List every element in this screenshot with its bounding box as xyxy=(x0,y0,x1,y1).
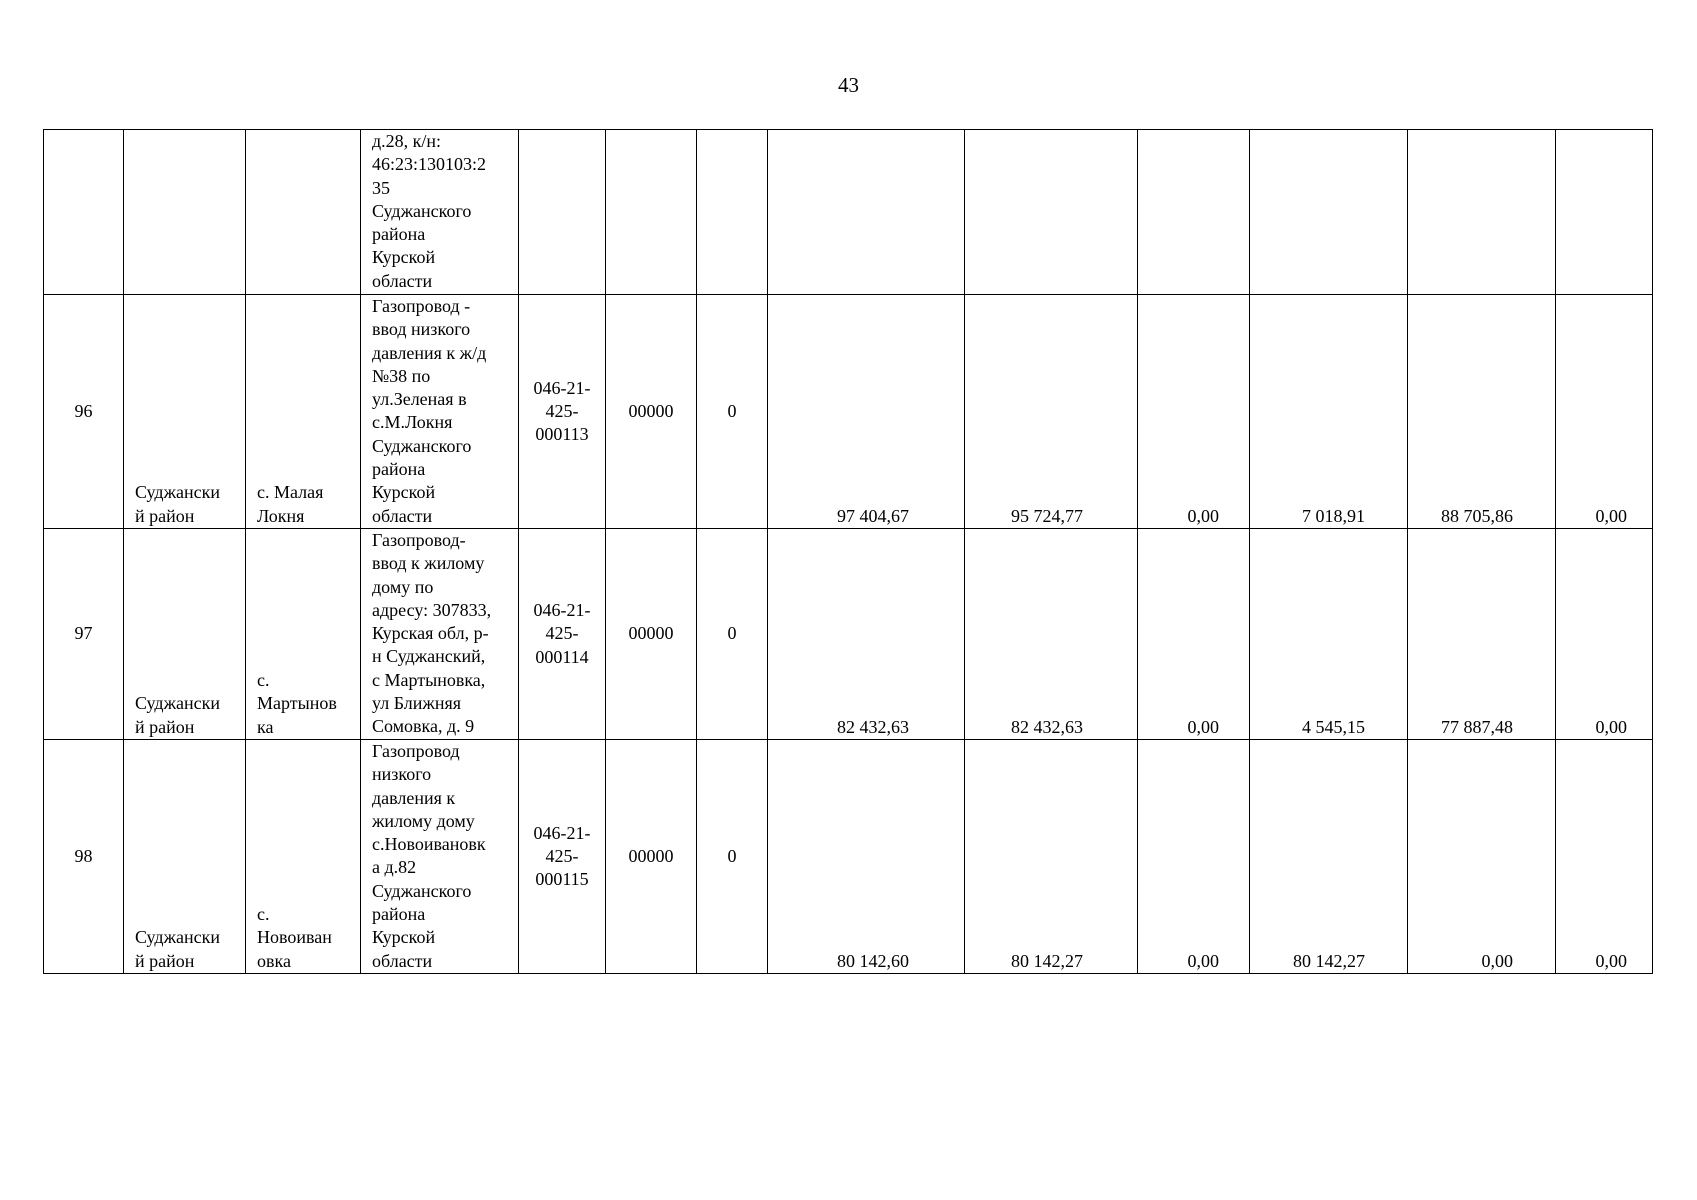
cell-value-3: 0,00 xyxy=(1138,740,1250,974)
cell-col6 xyxy=(606,130,697,295)
cell-value-2 xyxy=(965,130,1138,295)
cell-value-4: 4 545,15 xyxy=(1250,529,1408,740)
cell-value-6 xyxy=(1556,130,1653,295)
cell-settlement: с. Новоиван овка xyxy=(246,740,361,974)
table-row xyxy=(44,295,1653,529)
cell-value-6: 0,00 xyxy=(1556,295,1653,529)
cell-description: Газопровод низкого давления к жилому дому с.Новоивановк а д.82 Суджанского района Курской области xyxy=(361,740,519,974)
cell-value-5: 77 887,48 xyxy=(1408,529,1556,740)
table-row xyxy=(44,740,1653,974)
cell-value-1: 80 142,60 xyxy=(768,740,965,974)
cell-settlement: с. Мартынов ка xyxy=(246,529,361,740)
cell-col7: 0 xyxy=(697,295,768,529)
cell-col7: 0 xyxy=(697,740,768,974)
cell-col6: 00000 xyxy=(606,295,697,529)
cell-num: 97 xyxy=(44,529,124,740)
cell-value-2: 80 142,27 xyxy=(965,740,1138,974)
cell-district: Суджански й район xyxy=(124,295,246,529)
cell-num: 98 xyxy=(44,740,124,974)
cell-value-1 xyxy=(768,130,965,295)
cell-code: 046-21- 425- 000115 xyxy=(519,740,606,974)
cell-value-6: 0,00 xyxy=(1556,529,1653,740)
cell-value-4: 7 018,91 xyxy=(1250,295,1408,529)
cell-col6: 00000 xyxy=(606,529,697,740)
cell-value-2: 95 724,77 xyxy=(965,295,1138,529)
cell-settlement: с. Малая Локня xyxy=(246,295,361,529)
cell-num xyxy=(44,130,124,295)
assets-table xyxy=(43,129,1653,974)
table-row xyxy=(44,529,1653,740)
cell-district: Суджански й район xyxy=(124,529,246,740)
cell-code: 046-21- 425- 000113 xyxy=(519,295,606,529)
page-number: 43 xyxy=(838,73,859,97)
cell-description: Газопровод- ввод к жилому дому по адресу: 307833, Курская обл, р- н Суджанский, с Мартыновка, ул Ближняя Сомовка, д. 9 xyxy=(361,529,519,740)
table-row xyxy=(44,130,1653,295)
cell-code xyxy=(519,130,606,295)
cell-value-6: 0,00 xyxy=(1556,740,1653,974)
cell-value-4: 80 142,27 xyxy=(1250,740,1408,974)
cell-description: д.28, к/н: 46:23:130103:2 35 Суджанского района Курской области xyxy=(361,130,519,295)
cell-district xyxy=(124,130,246,295)
cell-value-5: 0,00 xyxy=(1408,740,1556,974)
cell-value-3: 0,00 xyxy=(1138,295,1250,529)
cell-settlement xyxy=(246,130,361,295)
cell-value-5: 88 705,86 xyxy=(1408,295,1556,529)
cell-code: 046-21- 425- 000114 xyxy=(519,529,606,740)
cell-col7: 0 xyxy=(697,529,768,740)
cell-num: 96 xyxy=(44,295,124,529)
cell-description: Газопровод - ввод низкого давления к ж/д №38 по ул.Зеленая в с.М.Локня Суджанского района Курской области xyxy=(361,295,519,529)
cell-value-5 xyxy=(1408,130,1556,295)
cell-value-4 xyxy=(1250,130,1408,295)
cell-district: Суджански й район xyxy=(124,740,246,974)
cell-value-2: 82 432,63 xyxy=(965,529,1138,740)
cell-value-1: 97 404,67 xyxy=(768,295,965,529)
cell-value-3: 0,00 xyxy=(1138,529,1250,740)
cell-col6: 00000 xyxy=(606,740,697,974)
cell-col7 xyxy=(697,130,768,295)
cell-value-1: 82 432,63 xyxy=(768,529,965,740)
cell-value-3 xyxy=(1138,130,1250,295)
